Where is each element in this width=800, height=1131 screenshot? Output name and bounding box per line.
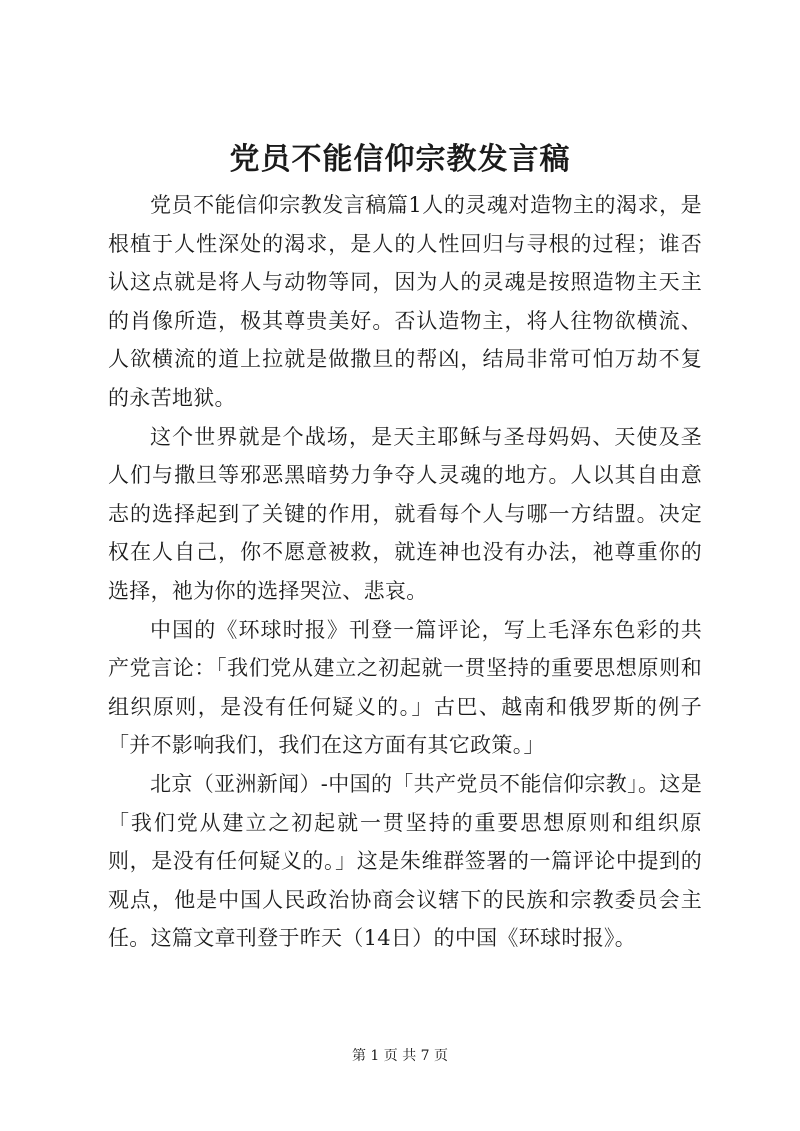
page-number-footer: 第 1 页 共 7 页 (351, 1048, 449, 1064)
paragraph-4: 北京（亚洲新闻）-中国的「共产党员不能信仰宗教」。这是「我们党从建立之初起就一贯坚持的重要思想原则和组织原则，是没有任何疑义的。」这是朱维群签署的一篇评论中提到的观点，他是中国人民政治协商会议辖下的民族和宗教委员会主任。这篇文章刊登于昨天（14日）的中国《环球时报》。 (108, 771, 702, 951)
paragraph-3: 中国的《环球时报》刊登一篇评论，写上毛泽东色彩的共产党言论：「我们党从建立之初起就一贯坚持的重要思想原则和组织原则，是没有任何疑义的。」古巴、越南和俄罗斯的例子「并不影响我们，我们在这方面有其它政策。」 (108, 617, 702, 758)
document-body (108, 186, 702, 958)
paragraph-2: 这个世界就是个战场，是天主耶稣与圣母妈妈、天使及圣人们与撒旦等邪恶黑暗势力争夺人灵魂的地方。人以其自由意志的选择起到了关键的作用，就看每个人与哪一方结盟。决定权在人自己，你不愿意被救，就连神也没有办法，祂尊重你的选择，祂为你的选择哭泣、悲哀。 (108, 424, 702, 603)
page-title: 党员不能信仰宗教发言稿 (229, 142, 571, 177)
paragraph-1: 党员不能信仰宗教发言稿篇1人的灵魂对造物主的渴求，是根植于人性深处的渴求，是人的人性回归与寻根的过程；谁否认这点就是将人与动物等同，因为人的灵魂是按照造物主天主的肖像所造，极其尊贵美好。否认造物主，将人往物欲横流、人欲横流的道上拉就是做撒旦的帮凶，结局非常可怕万劫不复的永苦地狱。 (108, 193, 702, 410)
